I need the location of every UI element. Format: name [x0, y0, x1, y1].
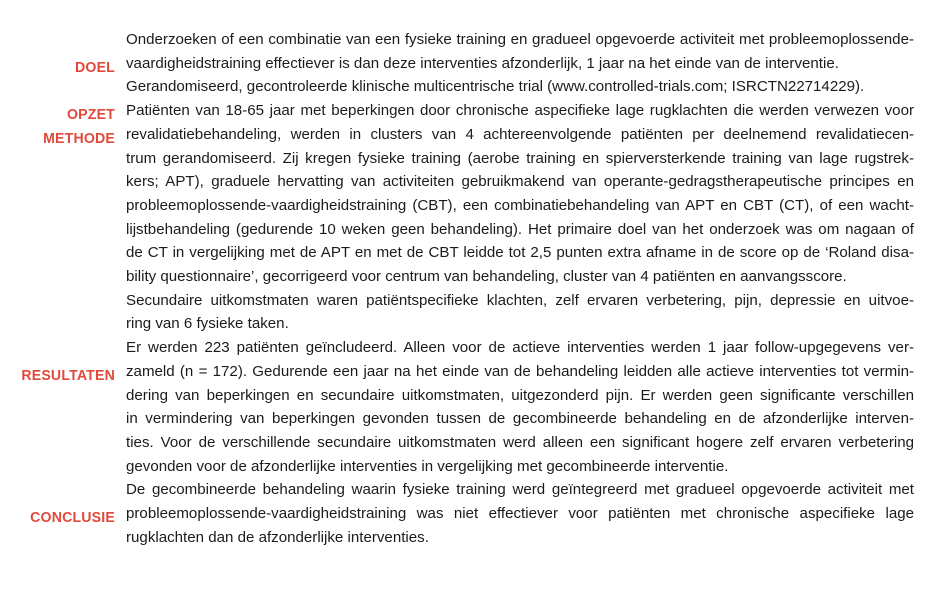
section-label-resultaten: RESULTATEN [21, 367, 115, 385]
abstract-line: probleemoplossende-vaardigheidstraining (CBT), een combinatiebehandeling van APT en CBT (CT), of een wacht- [126, 196, 914, 214]
abstract-body-column [126, 28, 914, 549]
abstract-line: zameld (n = 172). Gedurende een jaar na het einde van de behandeling leidden alle actieve interventies tot vermin- [126, 362, 914, 380]
section-label-methode: METHODE [43, 130, 115, 148]
abstract-line: probleemoplossende-vaardigheidstraining was niet effectiever voor patiënten met chronische aspecifieke lage [126, 505, 914, 523]
section-label-conclusie: CONCLUSIE [30, 509, 115, 527]
abstract-line: gevonden voor de afzonderlijke interventies in vergelijking met gecombineerde interventie. [126, 457, 729, 475]
abstract-line: kers; APT), graduele hervatting van activiteiten gebruikmakend van operante-gedragstherapeutische principes en [126, 173, 914, 191]
abstract-line: dering van beperkingen en secundaire uitkomstmaten, uitgezonderd pijn. Er werden geen significante verschillen [126, 386, 914, 404]
abstract-line: Gerandomiseerd, gecontroleerde klinische multicentrische trial (www.controlled-trials.com; ISRCTN22714229). [126, 78, 865, 96]
abstract-line: in vermindering van beperkingen gevonden tussen de gecombineerde behandeling en de afzonderlijke interven- [126, 410, 914, 428]
abstract-line: Onderzoeken of een combinatie van een fysieke training en gradueel opgevoerde activiteit met probleemoplossende- [126, 31, 914, 48]
abstract-line: trum gerandomiseerd. Zij kregen fysieke training (aerobe training en spierversterkende training van lage rugstrek- [126, 149, 914, 167]
section-label-doel: DOEL [75, 59, 115, 76]
section-label-opzet: OPZET [66, 106, 115, 124]
abstract-line: ties. Voor de verschillende secundaire uitkomstmaten werd alleen een significant hogere zelf ervaren verbetering [126, 433, 914, 451]
abstract-line: lijstbehandeling (gedurende 10 weken geen behandeling). Het primaire doel van het onderzoek was om nagaan of [126, 220, 914, 238]
abstract-line: Patiënten van 18-65 jaar met beperkingen door chronische aspecifieke lage rugklachten die werden verwezen voor [126, 102, 914, 120]
abstract-line: Secundaire uitkomstmaten waren patiëntspecifieke klachten, zelf ervaren verbetering, pijn, depressie en uitvoe- [126, 291, 914, 309]
abstract-line: de CT in vergelijking met de APT en met de CBT leidde tot 2,5 punten extra afname in de score op de ‘Roland disa- [126, 244, 914, 262]
abstract-line: vaardigheidstraining effectiever is dan deze interventies afzonderlijk, 1 jaar na het einde van de interventie. [126, 54, 839, 72]
abstract-line: bility questionnaire’, gecorrigeerd voor centrum van behandeling, cluster van 4 patiënten en aanvangsscore. [126, 268, 847, 286]
abstract-line: De gecombineerde behandeling waarin fysieke training werd geïntegreerd met gradueel opgevoerde activiteit met [126, 481, 914, 499]
abstract-line: rugklachten dan de afzonderlijke interventies. [126, 528, 429, 546]
abstract-line: ring van 6 fysieke taken. [126, 315, 289, 333]
abstract-text-lines [126, 28, 914, 549]
abstract-line: Er werden 223 patiënten geïncludeerd. Alleen voor de actieve interventies werden 1 jaar follow-upgegevens ver- [126, 339, 914, 357]
abstract-line: revalidatiebehandeling, werden in clusters van 4 achtereenvolgende patiënten per deelnemend revalidatiecen- [126, 125, 914, 143]
